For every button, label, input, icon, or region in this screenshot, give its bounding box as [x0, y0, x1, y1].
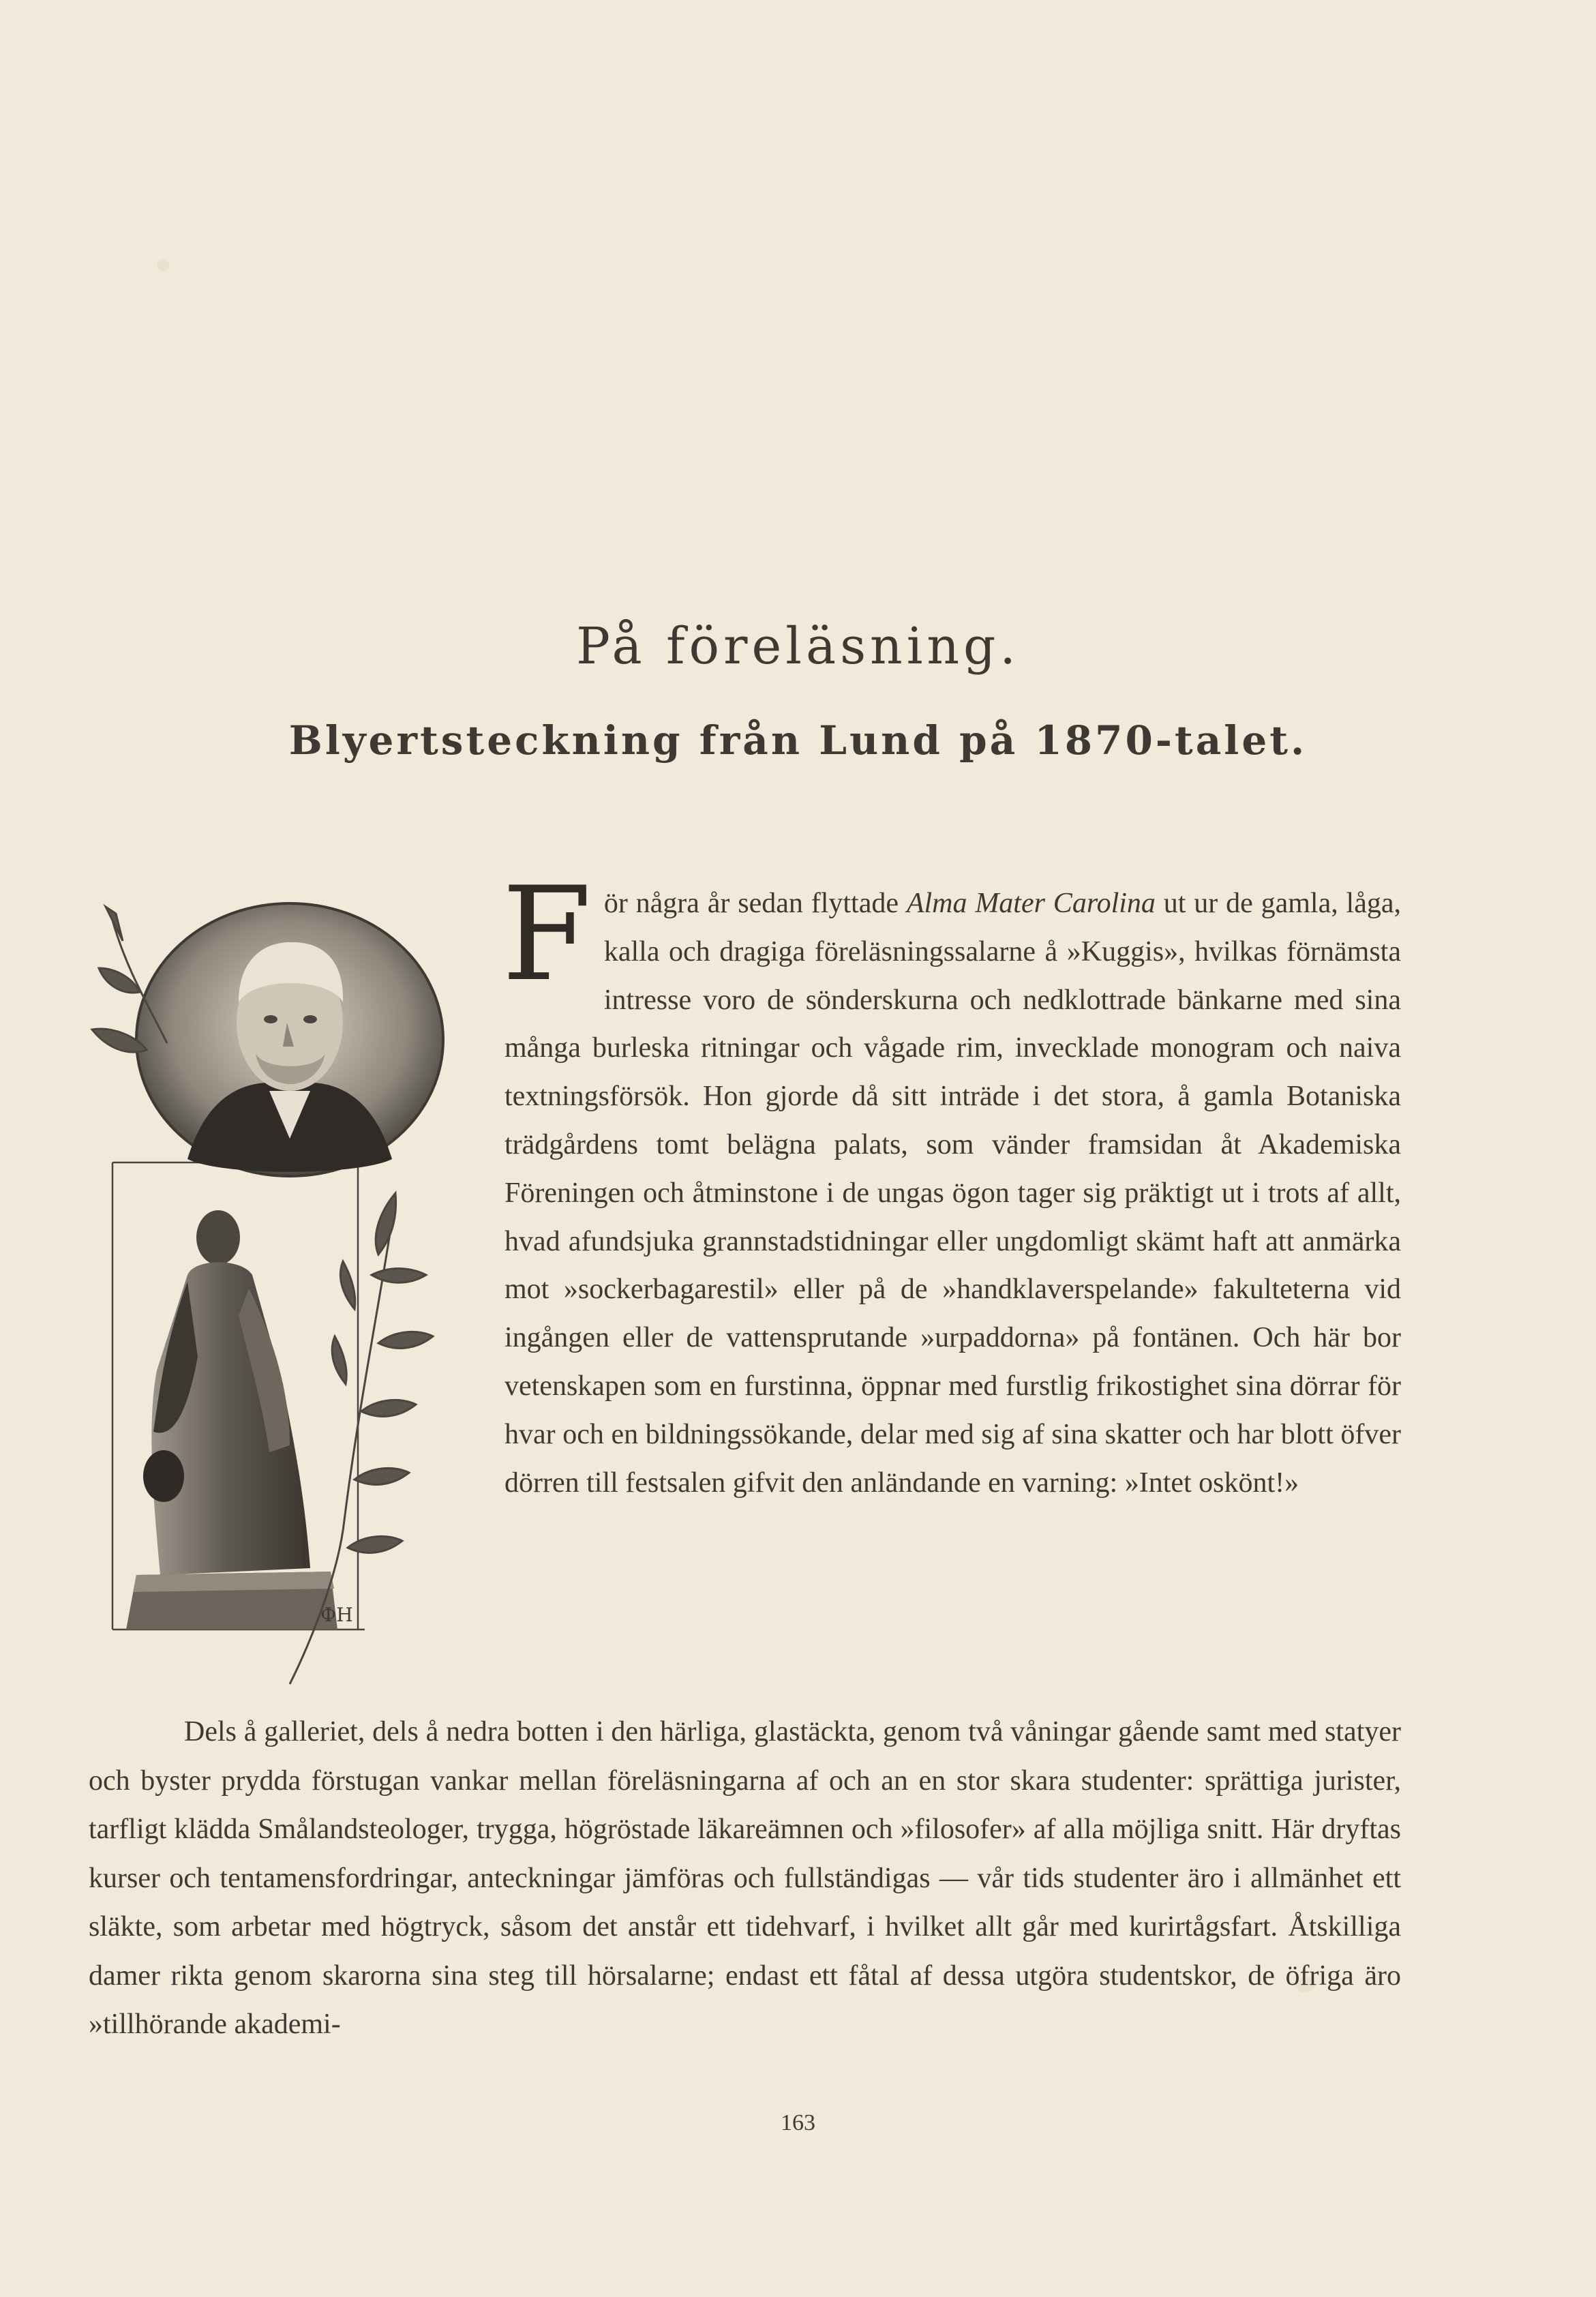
page-subtitle: Blyertsteckning från Lund på 1870-talet. [288, 717, 1308, 764]
body-paragraph-1 [502, 859, 1401, 1507]
paragraph-1-body: ut ur de gamla, låga, kalla och dragiga föreläsningssalarne å »Kuggis», hvilkas förnämsta intresse voro de sönderskurna och nedklottrade bänkarne med sina många burleska ritningar och vågade rim, invecklade monogram och naiva textningsförsök. Hon gjorde då sitt inträde i det stora, å gamla Botaniska trädgårdens tomt belägna palats, som vänder framsidan åt Akademiska Föreningen och åtminstone i de ungas ögon tager sig präktigt ut i trots af allt, hvad afundsjuka grannstadstidningar eller ungdomligt skämt haft att anmärka mot »sockerbagarestil» eller på de »handklaverspelande» fakulteterna vid ingången eller de vattensprutande »urpaddorna» på fontänen. Och här bor vetenskapen som en furstinna, öppnar med furstlig frikostighet sina dörrar för hvar och en bildningssökande, delar med sig af sina skatter och har blott öfver dörren till festsalen gifvit den anländande en varning: »Intet oskönt!» [505, 888, 1401, 1499]
body-paragraph-2: Dels å galleriet, dels å nedra botten i den härliga, glastäckta, genom två våningar gående samt med statyer och byster prydda förstugan vankar mellan föreläsningarna af och an en stor skara studenter: sprättiga jurister, tarfligt klädda Smålandsteologer, trygga, högröstade läkareämnen och »filosofer» af alla möjliga snitt. Här dryftas kurser och tentamensfordringar, anteckningar jämföras och fullständigas — vår tids studenter äro i allmänhet ett släkte, som arbetar med högtryck, såsom det anstår ett tidehvarf, i hvilket allt går med kurirtågsfart. Åtskilliga damer rikta genom skarorna sina steg till hörsalarne; endast ett fåtal af dessa utgöra studentskor, de öfriga äro »tillhörande akademi- [89, 1716, 1401, 2040]
paragraph-1-emphasis: Alma Mater Carolina [906, 888, 1156, 919]
paragraph-1-lead: ör några år sedan flyttade [603, 888, 907, 919]
drop-cap-letter: F [502, 859, 592, 1010]
illustrator-monogram: ФН [320, 1604, 353, 1626]
paper-spot [157, 259, 169, 271]
portrait-medallion [136, 903, 443, 1176]
page-title: På föreläsning. [576, 617, 1020, 676]
statue-figure [126, 1210, 337, 1630]
portrait-and-statue-illustration [85, 866, 460, 1711]
page-number: 163 [781, 2110, 815, 2135]
